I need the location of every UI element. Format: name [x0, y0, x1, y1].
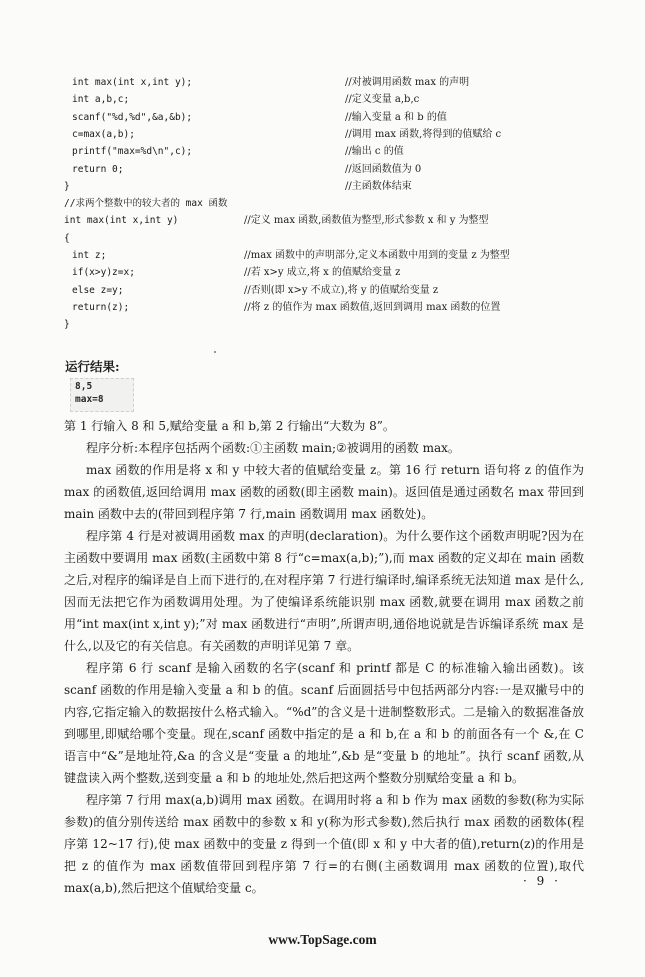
- program-output-screenshot: [70, 378, 134, 412]
- paragraph-declaration: 程序第 4 行是对被调用函数 max 的声明(declaration)。为什么要作这个函数声明呢?因为在主函数中要调用 max 函数(主函数中第 8 行“c=max(a,b);”),而 max 函数的定义却在 main 函数之后,对程序的编译是自上而下进行的,在对程序第 7 行进行编译时,编译系统无法知道 max 是什么,因而无法把它作为函数调用处理。为了使编译系统能识别 max 函数,就要在调用 max 函数之前用“int max(int x,int y);”对 max 函数进行“声明”,所谓声明,通俗地说就是告诉编译系统 max 是什么,以及它的有关信息。有关函数的声明详见第 7 章。: [64, 529, 584, 653]
- page-number: · 9 ·: [523, 874, 561, 888]
- code-line: }: [64, 319, 70, 331]
- code-comment: //输入变量 a 和 b 的值: [345, 111, 447, 123]
- scan-speck: [214, 351, 216, 353]
- code-line: if(x>y)z=x;: [72, 267, 135, 279]
- paragraph-program-analysis: 程序分析:本程序包括两个函数:①主函数 main;②被调用的函数 max。: [86, 441, 460, 455]
- code-comment: //定义 max 函数,函数值为整型,形式参数 x 和 y 为整型: [244, 215, 489, 227]
- code-line: }: [64, 180, 70, 192]
- code-comment: //否则(即 x>y 不成立),将 y 的值赋给变量 z: [244, 284, 439, 296]
- code-line: printf("max=%d\n",c);: [72, 146, 193, 158]
- code-line: scanf("%d,%d",&a,&b);: [72, 111, 193, 123]
- footer-url: www.TopSage.com: [268, 932, 377, 947]
- paragraph-max-call: 程序第 7 行用 max(a,b)调用 max 函数。在调用时将 a 和 b 作为 max 函数的参数(称为实际参数)的值分别传送给 max 函数中的参数 x 和 y(称为形式参数),然后执行 max 函数的函数体(程序第 12~17 行),使 max 函数中的变量 z 得到一个值(即 x 和 y 中大者的值),return(z)的作用是把 z 的值作为 max 函数值带回到程序第 7 行=的右侧(主函数调用 max 函数的位置),取代 max(a,b),然后把这个值赋给变量 c。: [64, 793, 584, 895]
- output-line-1: 8,5: [75, 381, 93, 392]
- code-line: int max(int x,int y): [64, 215, 179, 227]
- output-line-2: max=8: [75, 394, 104, 405]
- code-line: return 0;: [72, 163, 124, 175]
- code-line: {: [64, 232, 70, 244]
- code-comment: //主函数体结束: [345, 180, 412, 192]
- code-comment: //定义变量 a,b,c: [345, 94, 420, 106]
- paragraph-input-note: 第 1 行输入 8 和 5,赋给变量 a 和 b,第 2 行输出“大数为 8”。: [64, 419, 395, 433]
- code-comment: //max 函数中的声明部分,定义本函数中用到的变量 z 为整型: [244, 250, 510, 261]
- run-result-title: 运行结果:: [65, 359, 120, 374]
- code-comment: //返回函数值为 0: [345, 163, 422, 175]
- code-line: int a,b,c;: [72, 94, 130, 106]
- code-comment: //输出 c 的值: [345, 146, 404, 158]
- code-line: int z;: [72, 250, 107, 261]
- code-comment: //调用 max 函数,将得到的值赋给 c: [345, 128, 502, 140]
- paragraph-scanf: 程序第 6 行 scanf 是输入函数的名字(scanf 和 printf 都是 C 的标准输入输出函数)。该 scanf 函数的作用是输入变量 a 和 b 的值。scanf 后面圆括号中包括两部分内容:一是双撇号中的内容,它指定输入的数据按什么格式输入。“%d”的含义是十进制整数形式。二是输入的数据准备放到哪里,即赋给哪个变量。现在,scanf 函数中指定的是 a 和 b,在 a 和 b 的前面各有一个 &,在 C 语言中“&”是地址符,&a 的含义是“变量 a 的地址”,&b 是“变量 b 的地址”。执行 scanf 函数,从键盘读入两个整数,送到变量 a 和 b 的地址处,然后把这两个整数分别赋给变量 a 和 b。: [64, 661, 584, 785]
- code-comment: //若 x>y 成立,将 x 的值赋给变量 z: [244, 267, 401, 279]
- code-line: //求两个整数中的较大者的 max 函数: [64, 198, 228, 210]
- code-line: else z=y;: [72, 284, 124, 296]
- code-comment: //将 z 的值作为 max 函数值,返回到调用 max 函数的位置: [244, 301, 501, 313]
- code-line: c=max(a,b);: [72, 128, 135, 140]
- paragraph-max-function: max 函数的作用是将 x 和 y 中较大者的值赋给变量 z。第 16 行 return 语句将 z 的值作为 max 的函数值,返回给调用 max 函数的函数(即主函数 main)。返回值是通过函数名 max 带回到 main 函数中去的(带回到程序第 7 行,main 函数调用 max 函数处)。: [64, 463, 584, 521]
- code-line: int max(int x,int y);: [72, 77, 193, 88]
- code-line: return(z);: [72, 301, 130, 313]
- code-comment: //对被调用函数 max 的声明: [345, 77, 470, 88]
